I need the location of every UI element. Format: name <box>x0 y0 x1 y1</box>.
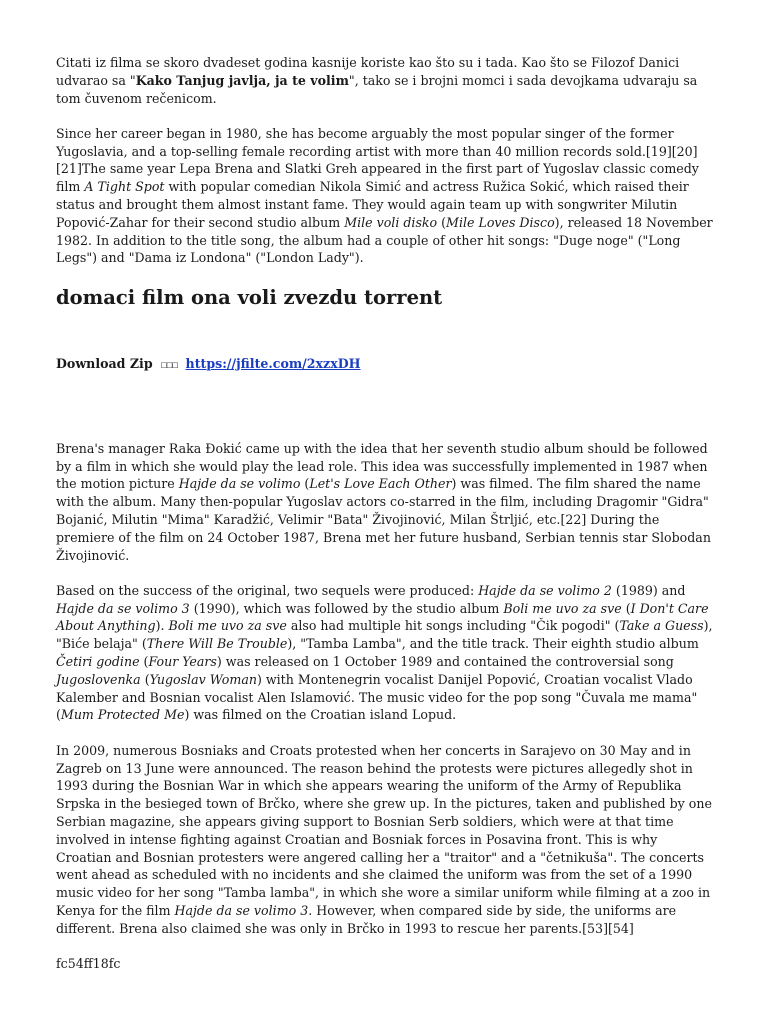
text-run: ( <box>437 214 447 230</box>
spacer <box>56 374 714 440</box>
text-run: In 2009, numerous Bosniaks and Croats protested when her concerts in Sarajevo on 30 May and in Zagreb on 13 June were announced. The reason behind the protests were pictures allegedly shot in 1993 during the Bosnian War in which she appears wearing the uniform of the Army of Republika Srpska in the besieged town of Brčko, where she grew up. In the pictures, taken and published by one Serbian magazine, she appears giving support to Bosnian Serb soldiers, which were at that time involved in intense fighting against Croatian and Bosniak forces in Posavina front. This is why Croatian and Bosnian protesters were angered calling her a "traitor" and a "četnikuša". The concerts went ahead as scheduled with no incidents and she claimed the uniform was from the set of a 1990 music video for her song "Tamba lamba", in which she wore a similar uniform while filming at a zoo in Kenya for the film <box>56 742 712 918</box>
italic-title: Hajde da se volimo 3 <box>56 600 190 616</box>
italic-title: Take a Guess <box>619 618 704 634</box>
bold-quote: Kako Tanjug javlja, ja te volim <box>135 72 349 88</box>
text-run: Based on the success of the original, two sequels were produced: <box>56 582 479 598</box>
text-run: ) was filmed. The film shared the name with the album. Many then-popular Yugoslav actors co-starred in the film, including Dragomir "Gidra" Bojanić, Milutin "Mima" Karadžić, Velimir "Bata" Živojinović, Milan Štrljić, etc.[22] During the premiere of the film on 24 October 1987, Brena met her future husband, Serbian tennis star Slobodan Živojinović. <box>56 476 711 563</box>
page-heading: domaci film ona voli zvezdu torrent <box>56 285 443 309</box>
text-run: ( <box>139 654 149 670</box>
film-title: Hajde da se volimo 3 <box>174 902 309 918</box>
italic-title: Mum Protected Me <box>60 707 185 723</box>
text-run: Brena's manager Raka Đokić came up with the idea that her seventh studio album should be followed by a film in which she would play the lead role. This idea was successfully implemented in 1987 when the motion picture <box>56 440 708 492</box>
album-title-english: Mile Loves Disco <box>446 214 555 230</box>
text-run: ", tako se i brojni momci i sada devojkama udvaraju sa tom čuvenom rečenicom. <box>56 72 698 106</box>
text-run: ) was released on 1 October 1989 and contained the controversial song <box>216 654 674 670</box>
italic-title: There Will Be Trouble <box>146 636 288 652</box>
text-run: ), released 18 November 1982. In addition to the title song, the album had a couple of other hit songs: "Duge noge" ("Long Legs") and "Dama iz Londona" ("London Lady"). <box>56 214 713 266</box>
italic-title: Jugoslovenka <box>56 671 141 687</box>
text-run: ( <box>140 671 150 687</box>
italic-title: I Don't Care About Anything <box>56 600 709 634</box>
text-run: ). <box>155 618 169 634</box>
text-run: ( <box>621 600 631 616</box>
italic-title: Hajde da se volimo 2 <box>478 582 612 598</box>
italic-title: Boli me uvo za sve <box>168 618 287 634</box>
paragraph-quotes <box>56 54 714 107</box>
italic-title: Četiri godine <box>56 654 140 670</box>
text-run: ) was filmed on the Croatian island Lopud. <box>184 707 457 723</box>
film-title: A Tight Spot <box>84 179 165 195</box>
footer-code: fc54ff18fc <box>56 955 121 971</box>
italic-title: Yugoslav Woman <box>149 671 257 687</box>
text-run: ( <box>300 476 310 492</box>
italic-title: Four Years <box>148 654 217 670</box>
text-run: also had multiple hit songs including "Čik pogodi" ( <box>286 618 620 634</box>
text-run: ), "Biće belaja" ( <box>56 618 713 652</box>
text-run: (1989) and <box>611 582 686 598</box>
italic-title: Boli me uvo za sve <box>503 600 622 616</box>
film-title: Hajde da se volimo <box>178 476 301 492</box>
text-run: ) with Montenegrin vocalist Danijel Popović, Croatian vocalist Vlado Kalember and Bosnian vocalist Alen Islamović. The music video for the pop song "Čuvala me mama" ( <box>56 671 698 723</box>
arrow-glyphs-icon: ☐☐☐ <box>160 357 178 371</box>
text-run: . However, when compared side by side, the uniforms are different. Brena also claimed she was only in Brčko in 1993 to rescue her parents.[53][54] <box>56 902 677 936</box>
film-title-english: Let's Love Each Other <box>309 476 452 492</box>
text-run: Citati iz filma se skoro dvadeset godina kasnije koriste kao što su i tada. Kao što se Filozof Danici udvarao sa " <box>56 55 680 88</box>
download-link[interactable]: https://jfilte.com/2xzxDH <box>185 355 361 371</box>
paragraph-career <box>56 125 714 267</box>
text-run: with popular comedian Nikola Simić and actress Ružica Sokić, which raised their status and brought them almost instant fame. They would again team up with songwriter Milutin Popović-Zahar for their second studio album <box>56 179 689 230</box>
text-run: (1990), which was followed by the studio album <box>189 600 504 616</box>
paragraph-protests <box>56 742 714 938</box>
download-line <box>56 355 714 374</box>
download-label: Download Zip <box>56 355 153 371</box>
paragraph-film <box>56 440 714 565</box>
album-title: Mile voli disko <box>344 214 438 230</box>
text-run: ), "Tamba Lamba", and the title track. Their eighth studio album <box>287 636 699 652</box>
text-run: Since her career began in 1980, she has become arguably the most popular singer of the former Yugoslavia, and a top-selling female recording artist with more than 40 million records sold.[19][20][21]The same year Lepa Brena and Slatki Greh appeared in the first part of Yugoslav classic comedy film <box>56 125 699 195</box>
paragraph-sequels <box>56 582 714 724</box>
